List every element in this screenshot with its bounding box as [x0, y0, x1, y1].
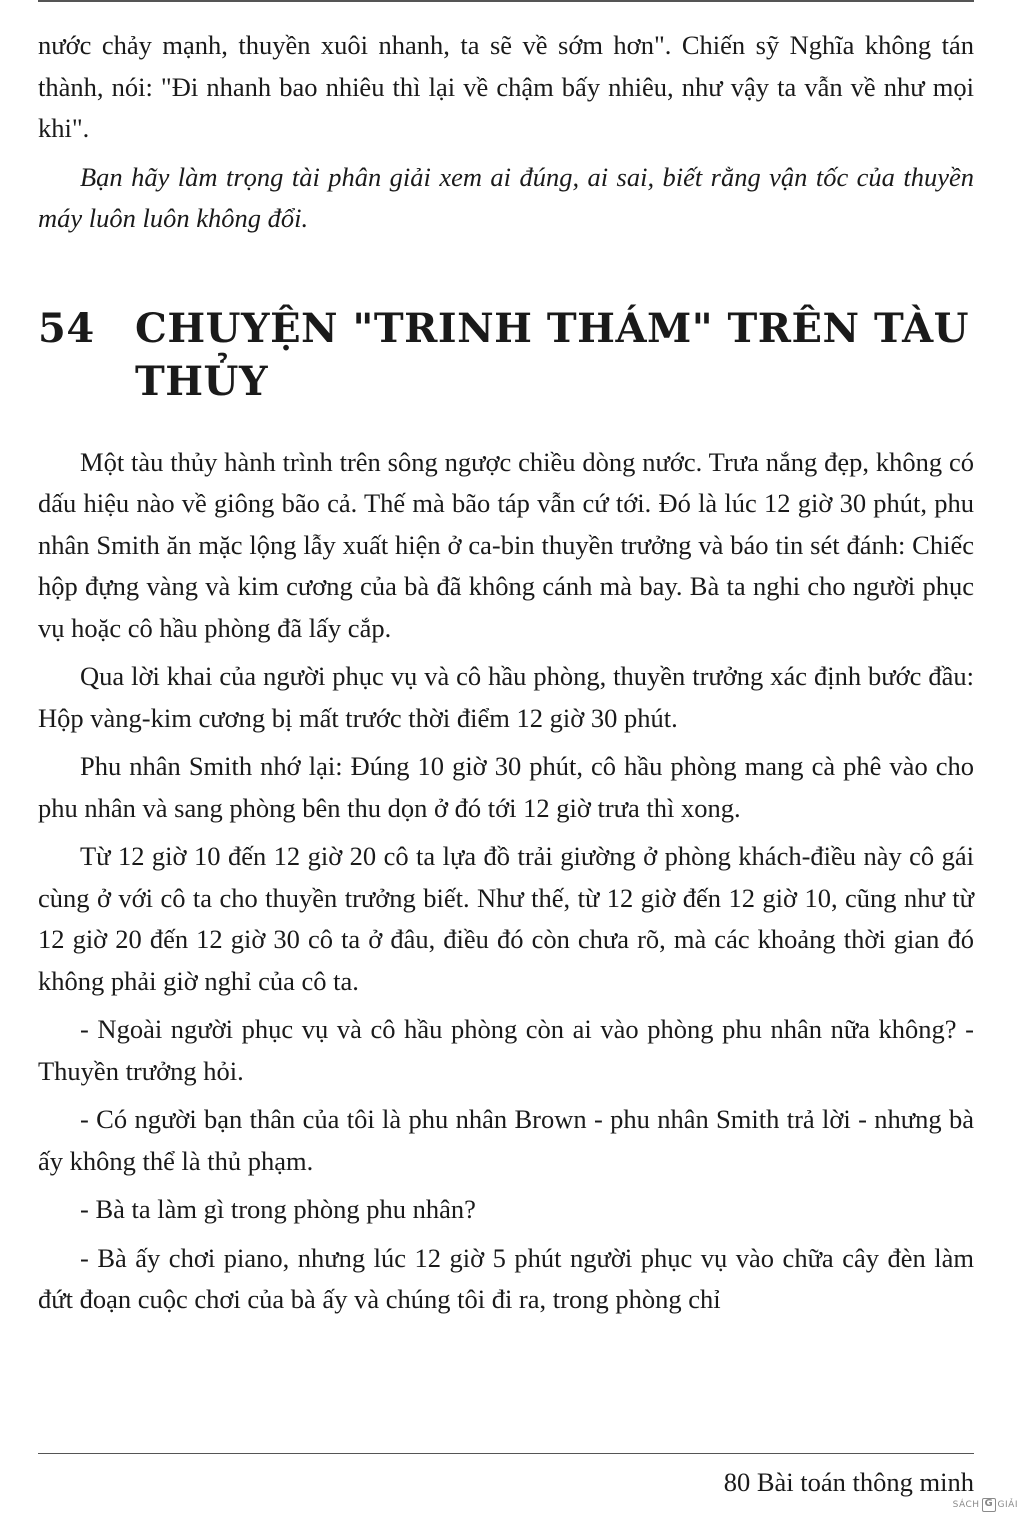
section-title: CHUYỆN "TRINH THÁM" TRÊN TÀU THỦY: [135, 304, 969, 405]
paragraph-continuation: nước chảy mạnh, thuyền xuôi nhanh, ta sẽ về sớm hơn". Chiến sỹ Nghĩa không tán thành, nói: "Đi nhanh bao nhiêu thì lại về chậm bấy nhiêu, như vậy ta vẫn về như mọi khi".: [38, 30, 974, 143]
page-footer: 80 Bài toán thông minh: [723, 1467, 974, 1497]
paragraph: Từ 12 giờ 10 đến 12 giờ 20 cô ta lựa đồ trải giường ở phòng khách-điều này cô gái cùng ở với cô ta cho thuyền trưởng biết. Như thế, từ 12 giờ đến 12 giờ 10, cũng như từ 12 giờ 20 đến 12 giờ 30 cô ta ở đâu, điều đó còn chưa rõ, mà các khoảng thời gian đó không phải giờ nghỉ của cô ta.: [38, 841, 974, 996]
top-rule: [38, 0, 974, 2]
watermark-text-left: SÁCH: [952, 1500, 980, 1510]
dialogue-line: - Bà ta làm gì trong phòng phu nhân?: [80, 1194, 476, 1224]
watermark-text-right: GIẢI: [997, 1500, 1018, 1510]
watermark-logo: [953, 1498, 1018, 1512]
paragraph: Một tàu thủy hành trình trên sông ngược chiều dòng nước. Trưa nắng đẹp, không có dấu hiệu nào về giông bão cả. Thế mà bão táp vẫn cứ tới. Đó là lúc 12 giờ 30 phút, phu nhân Smith ăn mặc lộng lẫy xuất hiện ở ca-bin thuyền trưởng và báo tin sét đánh: Chiếc hộp đựng vàng và kim cương của bà đã không cánh mà bay. Bà ta nghi cho người phục vụ hoặc cô hầu phòng đã lấy cắp.: [38, 446, 974, 643]
paragraph-question: Bạn hãy làm trọng tài phân giải xem ai đúng, ai sai, biết rằng vận tốc của thuyền máy luôn luôn không đổi.: [38, 161, 974, 233]
section-number: 54: [38, 304, 95, 352]
dialogue-line: - Ngoài người phục vụ và cô hầu phòng còn ai vào phòng phu nhân nữa không? - Thuyền trưởng hỏi.: [38, 1014, 974, 1086]
paragraph: Phu nhân Smith nhớ lại: Đúng 10 giờ 30 phút, cô hầu phòng mang cà phê vào cho phu nhân và sang phòng bên thu dọn ở đó tới 12 giờ trưa thì xong.: [38, 751, 974, 823]
bottom-rule: [38, 1453, 974, 1454]
section-heading: [38, 302, 974, 408]
g-logo-icon: [982, 1498, 996, 1512]
page-content: [38, 25, 974, 1328]
dialogue-line: - Bà ấy chơi piano, nhưng lúc 12 giờ 5 phút người phục vụ vào chữa cây đèn làm đứt đoạn cuộc chơi của bà ấy và chúng tôi đi ra, trong phòng chỉ: [38, 1242, 974, 1314]
dialogue-line: - Có người bạn thân của tôi là phu nhân Brown - phu nhân Smith trả lời - nhưng bà ấy không thể là thủ phạm.: [38, 1104, 974, 1176]
paragraph: Qua lời khai của người phục vụ và cô hầu phòng, thuyền trưởng xác định bước đầu: Hộp vàng-kim cương bị mất trước thời điểm 12 giờ 30 phút.: [38, 661, 974, 733]
